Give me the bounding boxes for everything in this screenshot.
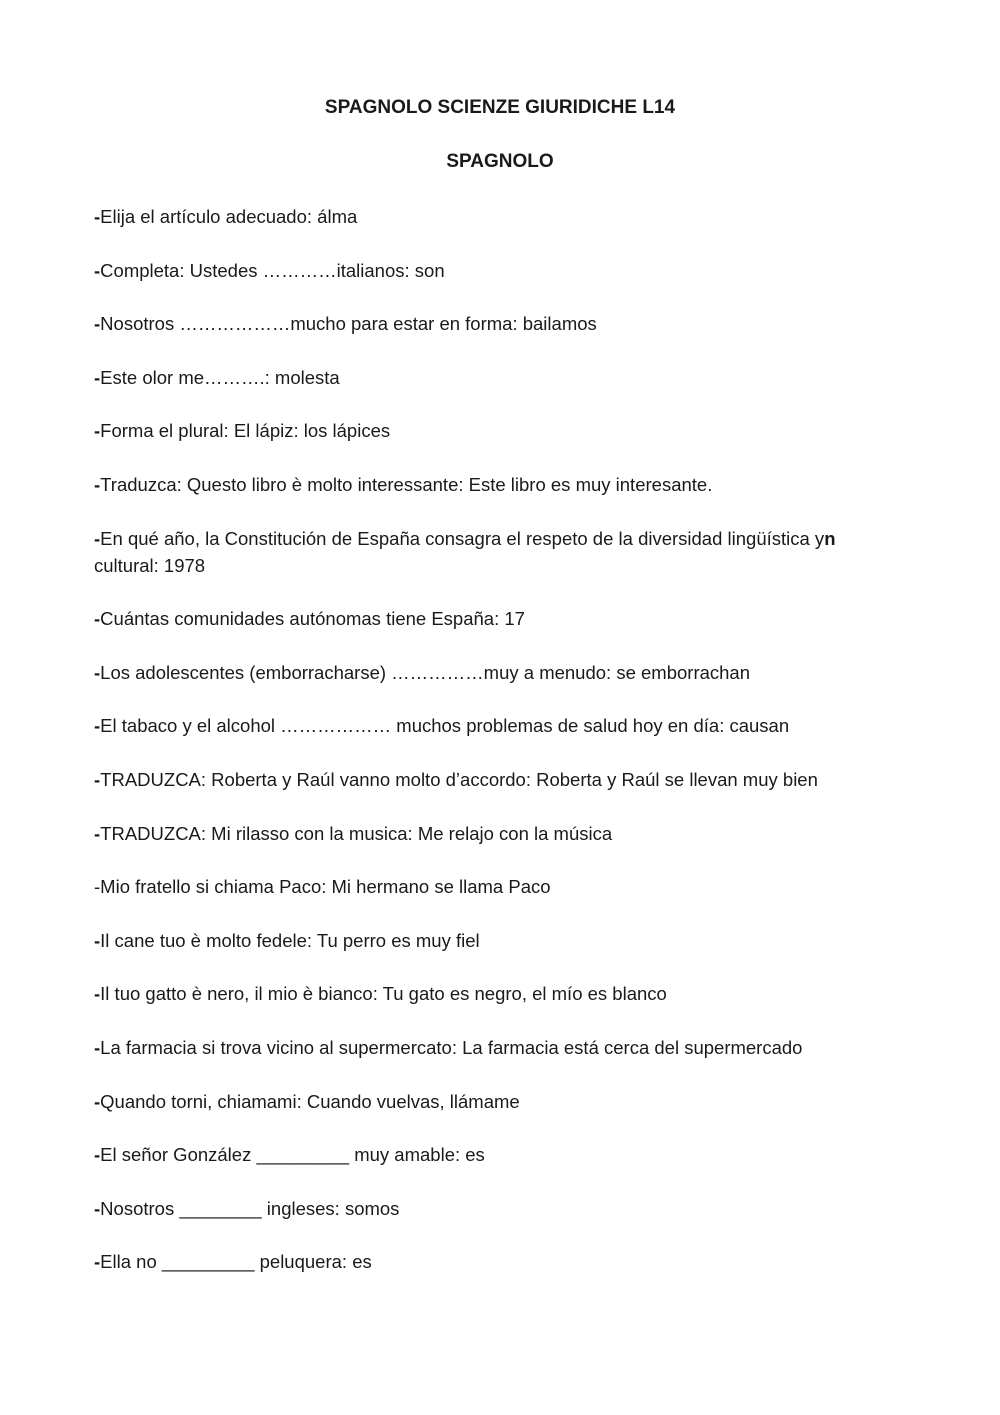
- question-item: [94, 873, 914, 900]
- item-dash: -: [94, 1090, 101, 1112]
- document-subtitle: SPAGNOLO: [446, 151, 554, 172]
- question-item: [94, 471, 914, 498]
- item-dash: -: [94, 929, 101, 951]
- item-dash: -: [94, 206, 101, 227]
- item-dash: -: [94, 527, 101, 549]
- question-item: [94, 525, 914, 579]
- question-item: [94, 820, 914, 847]
- question-item: [94, 659, 914, 686]
- question-text: Forma el plural: El lápiz: los lápices: [100, 420, 391, 442]
- item-dash: -: [94, 366, 101, 388]
- question-text: En qué año, la Constitución de España consagra el respeto de la diversidad lingüística y: [100, 527, 825, 549]
- question-item: [94, 927, 914, 954]
- question-text: Il cane tuo è molto fedele: Tu perro es muy fiel: [100, 929, 480, 951]
- question-text: Los adolescentes (emborracharse) ……………muy a menudo: se emborrachan: [100, 661, 751, 683]
- question-text: Cuántas comunidades autónomas tiene España: 17: [100, 608, 525, 630]
- item-dash: -: [94, 608, 101, 630]
- question-item: [94, 1195, 914, 1222]
- item-dash: -: [94, 715, 101, 737]
- question-text: Nosotros ………………mucho para estar en forma: bailamos: [100, 313, 597, 335]
- question-text: El señor González _________ muy amable: es: [100, 1144, 485, 1166]
- item-dash: -: [94, 661, 101, 683]
- question-item: [94, 766, 914, 793]
- item-dash: -: [94, 822, 101, 844]
- question-item: [94, 1141, 914, 1168]
- item-dash: -: [94, 420, 101, 442]
- question-list: [94, 203, 914, 1302]
- item-dash: -: [94, 1144, 101, 1166]
- question-item: [94, 203, 914, 230]
- item-dash: -: [94, 983, 101, 1005]
- question-text: Nosotros ________ ingleses: somos: [100, 1197, 400, 1219]
- question-text: TRADUZCA: Roberta y Raúl vanno molto d’accordo: Roberta y Raúl se llevan muy bien: [100, 768, 818, 790]
- question-item: [94, 712, 914, 739]
- item-dash: -: [94, 473, 101, 495]
- question-item: [94, 364, 914, 391]
- question-text: Quando torni, chiamami: Cuando vuelvas, llámame: [100, 1090, 520, 1112]
- question-text: Ella no _________ peluquera: es: [100, 1251, 372, 1273]
- question-item: [94, 310, 914, 337]
- question-item: [94, 1248, 914, 1275]
- question-item: [94, 257, 914, 284]
- question-extra-letter: n: [824, 527, 836, 549]
- question-text: Mio fratello si chiama Paco: Mi hermano se llama Paco: [100, 876, 551, 898]
- item-dash: -: [94, 259, 101, 281]
- question-item: [94, 980, 914, 1007]
- question-item: [94, 1034, 914, 1061]
- question-text: Este olor me……….: molesta: [100, 366, 340, 388]
- question-item: [94, 417, 914, 444]
- item-dash: -: [94, 1036, 101, 1058]
- document-title: SPAGNOLO SCIENZE GIURIDICHE L14: [324, 97, 676, 118]
- item-dash: -: [94, 313, 101, 335]
- item-dash: -: [94, 1251, 101, 1273]
- question-text: Il tuo gatto è nero, il mio è bianco: Tu gato es negro, el mío es blanco: [100, 983, 667, 1005]
- question-item: [94, 605, 914, 632]
- item-dash: -: [94, 768, 101, 790]
- question-text-continued: cultural: 1978: [94, 554, 206, 576]
- question-item: [94, 1088, 914, 1115]
- item-dash: -: [94, 876, 101, 898]
- question-text: Completa: Ustedes …………italianos: son: [100, 259, 445, 281]
- question-text: Elija el artículo adecuado: álma: [100, 206, 358, 227]
- question-text: La farmacia si trova vicino al supermercato: La farmacia está cerca del supermercado: [100, 1036, 803, 1058]
- question-text: El tabaco y el alcohol ……………… muchos problemas de salud hoy en día: causan: [100, 715, 790, 737]
- question-text: TRADUZCA: Mi rilasso con la musica: Me relajo con la música: [100, 822, 613, 844]
- item-dash: -: [94, 1197, 101, 1219]
- question-text: Traduzca: Questo libro è molto interessante: Este libro es muy interesante.: [100, 473, 713, 495]
